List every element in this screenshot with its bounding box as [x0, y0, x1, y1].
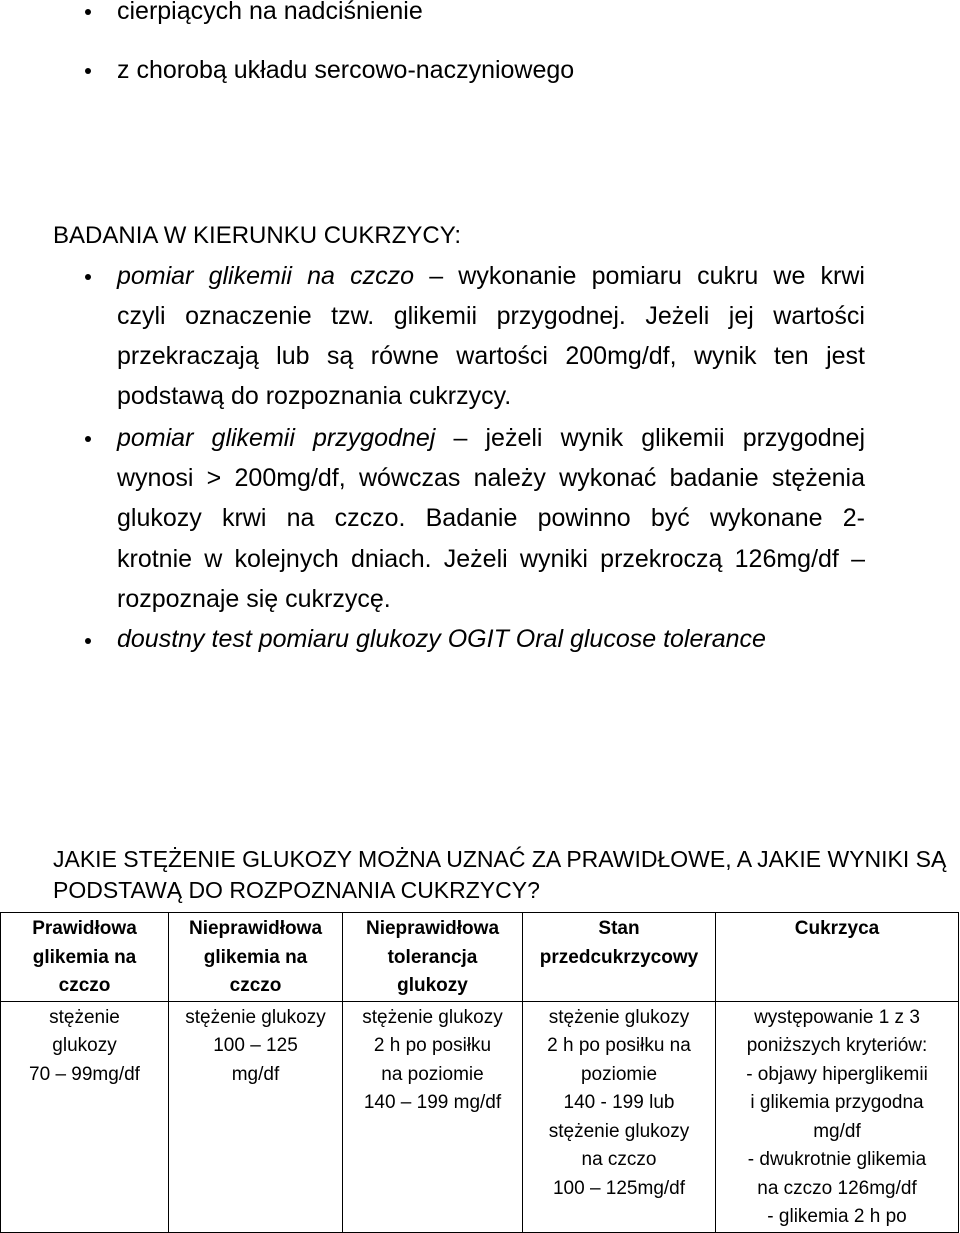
- item1-line3: przekraczają lub są równe wartości 200mg/df, wynik ten jest: [117, 342, 865, 370]
- cell-normal-fasting: stężenie glukozy 70 – 99mg/df: [1, 1001, 169, 1232]
- item2-line2: wynosi > 200mg/df, wówczas należy wykonać badanie stężenia: [117, 464, 865, 492]
- bullet-icon: [85, 274, 91, 280]
- item2-line3: glukozy krwi na czczo. Badanie powinno być wykonane 2-: [117, 504, 865, 532]
- section-heading-glucose-line1: JAKIE STĘŻENIE GLUKOZY MOŻNA UZNAĆ ZA PRAWIDŁOWE, A JAKIE WYNIKI SĄ: [53, 846, 947, 872]
- section-heading-glucose-line2: PODSTAWĄ DO ROZPOZNANIA CUKRZYCY?: [53, 877, 540, 903]
- header-diabetes: Cukrzyca: [716, 913, 959, 1002]
- bullet-text-cardiovascular: z chorobą układu sercowo-naczyniowego: [117, 56, 575, 84]
- glucose-criteria-table: [0, 912, 959, 1233]
- item1-line2: czyli oznaczenie tzw. glikemii przygodnej. Jeżeli jej wartości: [117, 302, 865, 330]
- item1-line4: podstawą do rozpoznania cukrzycy.: [117, 382, 512, 410]
- item2-line5: rozpoznaje się cukrzycę.: [117, 585, 391, 613]
- bullet-text-hypertension: cierpiących na nadciśnienie: [117, 0, 423, 25]
- item1-line1: pomiar glikemii na czczo – wykonanie pomiaru cukru we krwi: [117, 262, 865, 290]
- item1-line1-rest: wykonanie pomiaru cukru we krwi: [458, 262, 865, 290]
- item3-text: doustny test pomiaru glukozy OGIT Oral glucose tolerance: [117, 625, 766, 653]
- header-abnormal-fasting: Nieprawidłowa glikemia na czczo: [169, 913, 343, 1002]
- bullet-icon: [85, 436, 91, 442]
- header-normal-fasting: Prawidłowa glikemia na czczo: [1, 913, 169, 1002]
- cell-diabetes: występowanie 1 z 3 poniższych kryteriów: - objawy hiperglikemii i glikemia przygodna mg/df - dwukrotnie glikemia na czczo 126mg/df - glikemia 2 h po: [716, 1001, 959, 1232]
- item2-line1-rest: jeżeli wynik glikemii przygodnej: [485, 424, 865, 452]
- cell-abnormal-fasting: stężenie glukozy 100 – 125 mg/df: [169, 1001, 343, 1232]
- item2-term: pomiar glikemii przygodnej: [117, 424, 436, 452]
- item2-line1: pomiar glikemii przygodnej – jeżeli wynik glikemii przygodnej: [117, 424, 865, 452]
- item2-line4: krotnie w kolejnych dniach. Jeżeli wyniki przekroczą 126mg/df –: [117, 545, 865, 573]
- header-prediabetes: Stan przedcukrzycowy: [523, 913, 716, 1002]
- bullet-icon: [85, 9, 91, 15]
- cell-impaired-tolerance: stężenie glukozy 2 h po posiłku na poziomie 140 – 199 mg/df: [343, 1001, 523, 1232]
- table-row: [1, 1001, 959, 1232]
- bullet-icon: [85, 638, 91, 644]
- cell-prediabetes: stężenie glukozy 2 h po posiłku na poziomie 140 - 199 lub stężenie glukozy na czczo 100 – 125mg/df: [523, 1001, 716, 1232]
- item1-term: pomiar glikemii na czczo: [117, 262, 415, 290]
- header-impaired-tolerance: Nieprawidłowa tolerancja glukozy: [343, 913, 523, 1002]
- bullet-icon: [85, 68, 91, 74]
- table-header-row: [1, 913, 959, 1002]
- section-heading-diabetes-tests: BADANIA W KIERUNKU CUKRZYCY:: [53, 222, 462, 249]
